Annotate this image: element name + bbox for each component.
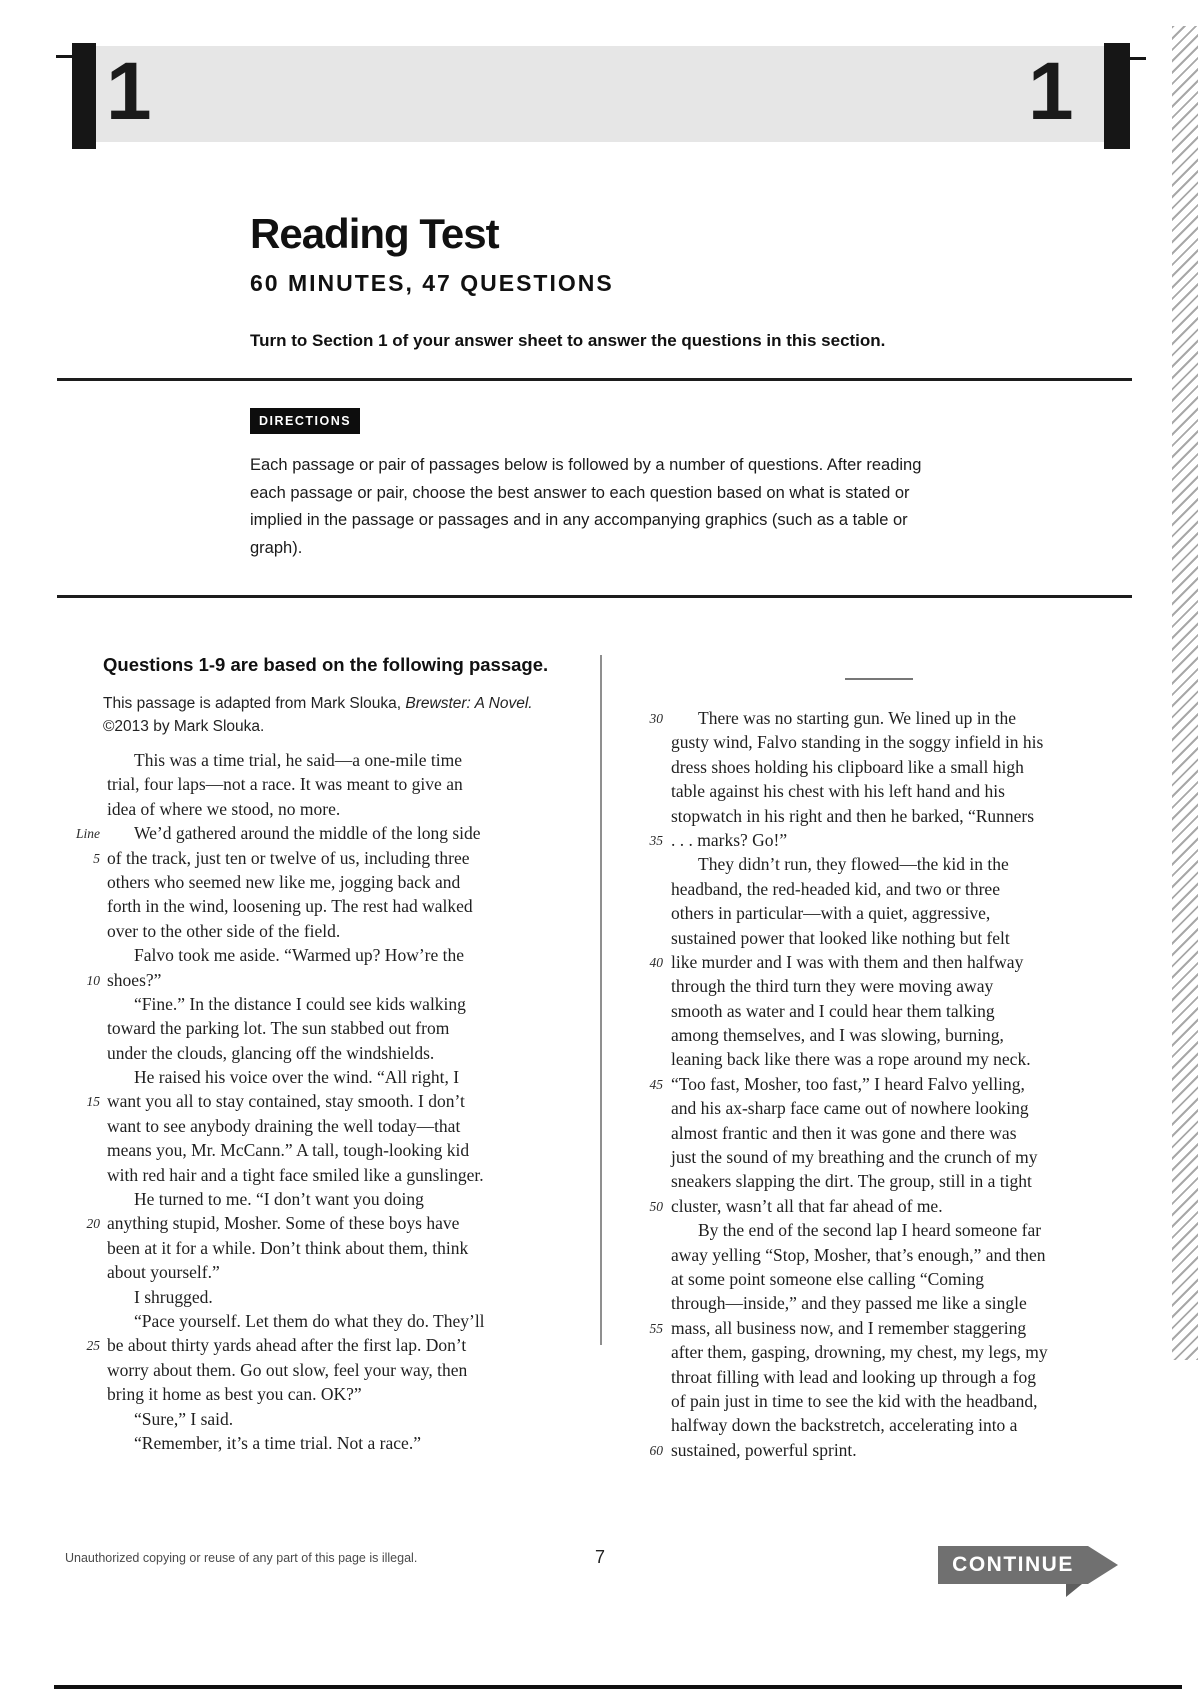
passage-line <box>58 1285 558 1309</box>
line-number <box>58 748 100 772</box>
line-number <box>615 1047 663 1071</box>
line-number: 35 <box>649 832 663 848</box>
line-number <box>615 852 663 876</box>
line-number <box>615 1389 663 1413</box>
line-text: smooth as water and I could hear them talking <box>671 1000 995 1021</box>
line-text: away yelling “Stop, Mosher, that’s enough,” and then <box>671 1244 1046 1265</box>
passage-line <box>615 1365 1095 1389</box>
line-number: 45 <box>649 1076 663 1092</box>
passage-line <box>58 1382 558 1406</box>
passage-line <box>58 772 558 796</box>
line-text: This was a time trial, he said—a one-mile time <box>134 750 463 770</box>
line-number <box>58 1114 100 1138</box>
line-text: “Remember, it’s a time trial. Not a race.” <box>134 1432 421 1453</box>
line-text: . . . marks? Go!” <box>671 829 788 850</box>
line-number <box>58 1138 100 1162</box>
line-text: with red hair and a tight face smiled like a gunslinger. <box>107 1164 484 1185</box>
line-text: sneakers slapping the dirt. The group, still in a tight <box>671 1171 1032 1192</box>
line-text: table against his chest with his left hand and his <box>671 781 1005 802</box>
passage-line <box>615 1340 1095 1364</box>
line-number <box>58 1431 100 1455</box>
line-number <box>615 1096 663 1120</box>
line-text: almost frantic and then it was gone and there was <box>671 1122 1017 1143</box>
line-text: be about thirty yards ahead after the first lap. Don’t <box>107 1335 467 1356</box>
line-text: through—inside,” and they passed me like a single <box>671 1293 1027 1314</box>
section-number-right: 1 <box>1028 46 1074 137</box>
line-number <box>615 926 663 950</box>
line-number <box>615 1291 663 1315</box>
line-text: want you all to stay contained, stay smooth. I don’t <box>107 1091 465 1112</box>
line-number <box>615 1413 663 1437</box>
line-text: forth in the wind, loosening up. The rest had walked <box>107 896 473 917</box>
passage-line <box>58 1163 558 1187</box>
passage-line <box>615 926 1095 950</box>
passage-line <box>615 1389 1095 1413</box>
directions-line: graph). <box>250 538 303 557</box>
column2-top-rule <box>845 678 913 680</box>
continue-arrow-icon <box>1088 1546 1118 1584</box>
line-number: 30 <box>649 711 663 726</box>
line-text: after them, gasping, drowning, my chest, my legs, my <box>671 1342 1048 1363</box>
line-text: There was no starting gun. We lined up in the <box>698 708 1017 728</box>
passage-column-right <box>615 706 1095 1462</box>
line-number: 60 <box>649 1442 663 1458</box>
column-divider <box>600 655 602 1345</box>
passage-line <box>58 1114 558 1138</box>
line-text: among themselves, and I was slowing, burning, <box>671 1025 1004 1046</box>
line-text: about yourself.” <box>107 1262 220 1283</box>
line-text: “Too fast, Mosher, too fast,” I heard Falvo yelling, <box>671 1073 1025 1094</box>
line-text: cluster, wasn’t all that far ahead of me. <box>671 1195 943 1216</box>
line-text: halfway down the backstretch, accelerating into a <box>671 1415 1018 1436</box>
line-number <box>58 943 100 967</box>
line-text: We’d gathered around the middle of the long side <box>134 823 481 844</box>
line-number: 5 <box>93 850 100 866</box>
line-number: 55 <box>649 1320 663 1336</box>
passage-line <box>615 755 1095 779</box>
line-number: 20 <box>86 1216 100 1232</box>
line-text: others who seemed new like me, jogging back and <box>107 871 461 892</box>
passage-line <box>58 1016 558 1040</box>
passage-line <box>58 870 558 894</box>
passage-line <box>58 1236 558 1260</box>
line-number: 10 <box>86 972 100 988</box>
passage-attribution <box>103 692 573 738</box>
divider-rule-bottom <box>57 595 1132 598</box>
line-text: “Sure,” I said. <box>134 1408 234 1429</box>
divider-rule-top <box>57 378 1132 381</box>
line-text: shoes?” <box>107 969 162 990</box>
line-number <box>58 1041 100 1065</box>
passage-line <box>615 1194 1095 1218</box>
line-number <box>58 870 100 894</box>
line-number <box>58 1236 100 1260</box>
page-number: 7 <box>594 1547 605 1567</box>
line-number <box>615 755 663 779</box>
passage-line <box>615 1121 1095 1145</box>
line-number <box>58 1382 100 1406</box>
line-number <box>58 992 100 1016</box>
passage-line <box>615 779 1095 803</box>
answer-sheet-instruction: Turn to Section 1 of your answer sheet to answer the questions in this section. <box>250 331 886 350</box>
line-text: bring it home as best you can. OK?” <box>107 1384 362 1405</box>
passage-line <box>58 1407 558 1431</box>
line-number <box>615 1218 663 1242</box>
directions-line: each passage or pair, choose the best answer to each question based on what is stated or <box>250 483 910 502</box>
line-text: He raised his voice over the wind. “All right, I <box>134 1067 460 1088</box>
passage-line <box>615 1413 1095 1437</box>
passage-line <box>58 821 558 845</box>
header-right-tick <box>1130 57 1146 60</box>
passage-line <box>615 828 1095 852</box>
line-number <box>58 1187 100 1211</box>
continue-arrow-fold <box>1066 1584 1082 1597</box>
directions-body <box>250 452 1010 562</box>
passage-line <box>615 1072 1095 1096</box>
line-number: 50 <box>649 1198 663 1214</box>
line-text: like murder and I was with them and then halfway <box>671 951 1024 972</box>
passage-line <box>58 943 558 967</box>
passage-line <box>58 1309 558 1333</box>
line-number <box>615 1365 663 1389</box>
line-number <box>615 730 663 754</box>
line-number <box>58 1016 100 1040</box>
line-number: Line <box>75 826 100 842</box>
passage-line <box>58 846 558 870</box>
line-text: stopwatch in his right and then he barked, “Runners <box>671 805 1035 826</box>
passage-line <box>58 894 558 918</box>
line-text: throat filling with lead and looking up through a fog <box>671 1366 1037 1387</box>
line-number <box>58 894 100 918</box>
section-header-band <box>72 46 1104 142</box>
line-text: By the end of the second lap I heard someone far <box>698 1220 1042 1241</box>
passage-line <box>615 1047 1095 1071</box>
attribution-prefix: This passage is adapted from Mark Slouka, <box>103 695 406 712</box>
line-number: 15 <box>86 1094 100 1110</box>
line-text: just the sound of my breathing and the crunch of my <box>671 1147 1038 1168</box>
line-text: He turned to me. “I don’t want you doing <box>134 1189 424 1210</box>
passage-line <box>615 901 1095 925</box>
line-text: worry about them. Go out slow, feel your way, then <box>107 1359 468 1380</box>
passage-line <box>615 804 1095 828</box>
directions-line: implied in the passage or passages and in any accompanying graphics (such as a table or <box>250 511 908 529</box>
passage-line <box>58 1211 558 1235</box>
line-number <box>615 999 663 1023</box>
line-text: through the third turn they were moving away <box>671 976 994 997</box>
header-right-bar <box>1104 43 1130 149</box>
line-text: at some point someone else calling “Coming <box>671 1268 984 1289</box>
passage-line <box>615 1243 1095 1267</box>
passage-line <box>615 1291 1095 1315</box>
attribution-copyright: ©2013 by Mark Slouka. <box>103 718 265 735</box>
line-text: means you, Mr. McCann.” A tall, tough-looking kid <box>107 1140 470 1161</box>
passage-line <box>615 1023 1095 1047</box>
test-duration-subtitle: 60 MINUTES, 47 QUESTIONS <box>250 270 614 296</box>
passage-line <box>615 1218 1095 1242</box>
passage-line <box>615 852 1095 876</box>
line-text: of the track, just ten or twelve of us, including three <box>107 847 470 868</box>
line-number: 40 <box>649 954 663 970</box>
line-number <box>615 974 663 998</box>
line-text: They didn’t run, they flowed—the kid in the <box>698 854 1009 875</box>
passage-line <box>615 1267 1095 1291</box>
header-left-bar <box>72 43 96 149</box>
line-text: anything stupid, Mosher. Some of these boys have <box>107 1213 460 1234</box>
line-number <box>58 797 100 821</box>
passage-line <box>58 1358 558 1382</box>
line-text: over to the other side of the field. <box>107 920 341 941</box>
line-number <box>58 1407 100 1431</box>
passage-line <box>615 974 1095 998</box>
attribution-book-title: Brewster: A Novel. <box>405 695 533 712</box>
passage-line <box>615 730 1095 754</box>
passage-column-left <box>58 748 558 1455</box>
line-text: trial, four laps—not a race. It was meant to give an <box>107 774 463 795</box>
continue-button[interactable] <box>938 1546 1088 1584</box>
line-text: been at it for a while. Don’t think about them, think <box>107 1237 469 1258</box>
questions-intro: Questions 1-9 are based on the following passage. <box>103 654 549 675</box>
passage-line <box>58 797 558 821</box>
line-number <box>615 1169 663 1193</box>
line-text: of pain just in time to see the kid with the headband, <box>671 1390 1038 1411</box>
page-title: Reading Test <box>250 210 499 257</box>
line-text: gusty wind, Falvo standing in the soggy infield in his <box>671 732 1044 753</box>
line-number <box>615 1267 663 1291</box>
passage-line <box>615 1096 1095 1120</box>
passage-line <box>58 1333 558 1357</box>
passage-line <box>58 968 558 992</box>
line-number <box>58 919 100 943</box>
section-number-left: 1 <box>106 46 152 137</box>
line-number <box>615 1023 663 1047</box>
line-number <box>58 1285 100 1309</box>
passage-line <box>58 1041 558 1065</box>
line-text: sustained, powerful sprint. <box>671 1439 857 1460</box>
line-number <box>58 1260 100 1284</box>
passage-line <box>58 919 558 943</box>
line-number <box>615 1121 663 1145</box>
passage-line <box>58 1089 558 1113</box>
line-number <box>615 1243 663 1267</box>
line-text: headband, the red-headed kid, and two or three <box>671 878 1000 899</box>
line-number <box>615 877 663 901</box>
passage-line <box>615 1316 1095 1340</box>
passage-line <box>58 748 558 772</box>
line-text: dress shoes holding his clipboard like a small high <box>671 756 1024 777</box>
line-text: under the clouds, glancing off the windshields. <box>107 1042 435 1063</box>
line-text: and his ax-sharp face came out of nowhere looking <box>671 1098 1029 1119</box>
line-text: “Pace yourself. Let them do what they do. They’ll <box>134 1310 485 1331</box>
line-text: “Fine.” In the distance I could see kids walking <box>134 993 466 1014</box>
line-number <box>58 1065 100 1089</box>
line-text: mass, all business now, and I remember staggering <box>671 1317 1027 1338</box>
line-text: leaning back like there was a rope around my neck. <box>671 1049 1031 1070</box>
passage-line <box>58 1187 558 1211</box>
line-number <box>58 1309 100 1333</box>
passage-line <box>615 950 1095 974</box>
page-bottom-rule <box>54 1685 1182 1689</box>
line-number <box>615 1145 663 1169</box>
page-edge-hatching <box>1172 26 1198 1360</box>
line-number <box>58 1358 100 1382</box>
passage-line <box>58 1138 558 1162</box>
line-number <box>615 901 663 925</box>
line-number <box>615 804 663 828</box>
passage-line <box>615 1169 1095 1193</box>
line-text: others in particular—with a quiet, aggressive, <box>671 903 991 924</box>
line-number <box>58 772 100 796</box>
line-number: 25 <box>86 1338 100 1354</box>
directions-label: DIRECTIONS <box>250 408 360 434</box>
line-text: idea of where we stood, no more. <box>107 798 341 819</box>
line-text: toward the parking lot. The sun stabbed out from <box>107 1018 450 1039</box>
line-text: sustained power that looked like nothing but felt <box>671 927 1010 948</box>
line-number <box>615 779 663 803</box>
passage-line <box>615 1438 1095 1462</box>
copyright-notice: Unauthorized copying or reuse of any part of this page is illegal. <box>65 1551 418 1565</box>
passage-line <box>615 1145 1095 1169</box>
continue-label: CONTINUE <box>952 1553 1074 1576</box>
header-left-tick <box>56 55 72 58</box>
passage-line <box>58 992 558 1016</box>
passage-line <box>58 1260 558 1284</box>
passage-line <box>615 877 1095 901</box>
line-text: want to see anybody draining the well today—that <box>107 1115 461 1136</box>
directions-line: Each passage or pair of passages below is followed by a number of questions. After reading <box>250 456 922 474</box>
line-text: I shrugged. <box>134 1286 213 1307</box>
passage-line <box>58 1065 558 1089</box>
passage-line <box>615 999 1095 1023</box>
line-number <box>615 1340 663 1364</box>
passage-line <box>615 706 1095 730</box>
line-text: Falvo took me aside. “Warmed up? How’re the <box>134 945 465 966</box>
passage-line <box>58 1431 558 1455</box>
line-number <box>58 1163 100 1187</box>
